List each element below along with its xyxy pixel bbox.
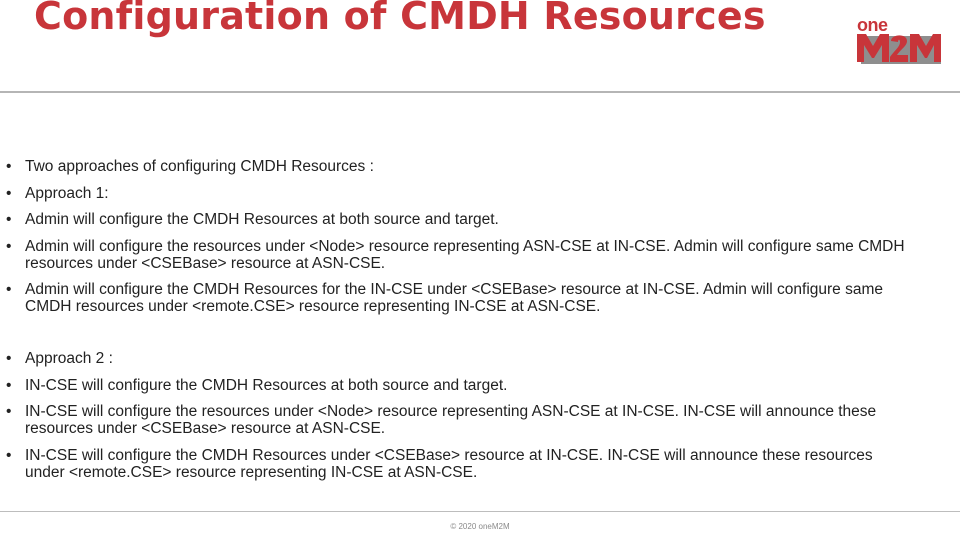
onem2m-logo: [855, 14, 943, 70]
bullet-item: • IN-CSE will configure the CMDH Resources at both source and target.: [6, 377, 906, 394]
bullet-item: • Approach 2 :: [6, 350, 906, 367]
bullet-item: • Approach 1:: [6, 185, 906, 202]
title-divider: [0, 91, 960, 93]
logo-word: one: [857, 15, 888, 35]
copyright-text: © 2020 oneM2M: [450, 522, 510, 531]
bullet-item: • Admin will configure the resources under <Node> resource representing ASN-CSE at IN-CSE. Admin will configure same CMDH resources under <CSEBase> resource at ASN-CSE.: [6, 238, 906, 272]
logo-mark: M2M: [855, 14, 858, 15]
footer-divider: [0, 511, 960, 512]
bullet-item: • Admin will configure the CMDH Resources for the IN-CSE under <CSEBase> resource at IN-CSE. Admin will configure same CMDH resources under <remote.CSE> resource representing IN-CSE at ASN-CSE.: [6, 281, 906, 315]
bullet-item: • Admin will configure the CMDH Resources at both source and target.: [6, 211, 906, 228]
bullet-item: • IN-CSE will configure the resources under <Node> resource representing ASN-CSE at IN-CSE. IN-CSE will announce these resources under <CSEBase> resource at ASN-CSE.: [6, 403, 906, 437]
bullet-item: • Two approaches of configuring CMDH Resources :: [6, 158, 906, 175]
slide-title: Configuration of CMDH Resources: [34, 0, 766, 38]
bullet-list: [6, 158, 906, 490]
bullet-item: • IN-CSE will configure the CMDH Resources under <CSEBase> resource at IN-CSE. IN-CSE will announce these resources under <remote.CSE> resource representing IN-CSE at ASN-CSE.: [6, 447, 906, 481]
